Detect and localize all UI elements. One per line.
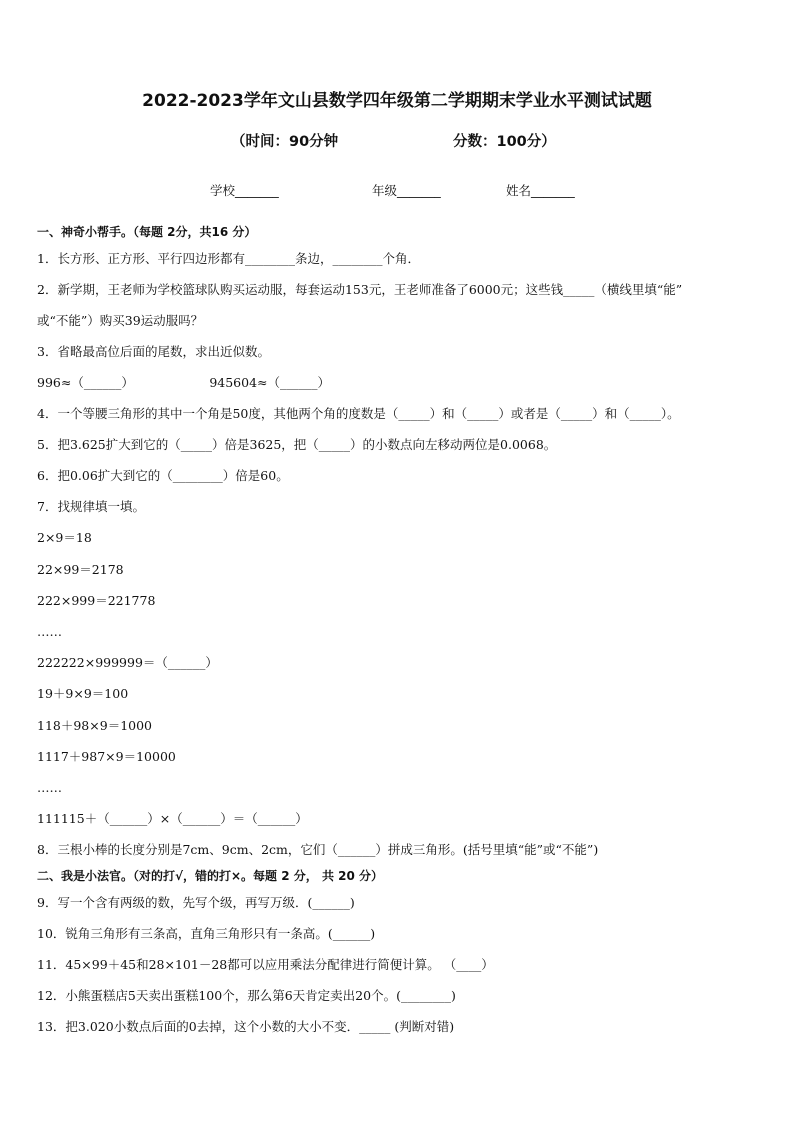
question-7-line: 118＋98×9＝1000 bbox=[37, 718, 153, 733]
question-7-line: 22×99＝2178 bbox=[37, 562, 124, 577]
question-7-line: 19＋9×9＝100 bbox=[37, 686, 129, 701]
school-field: 学校_______ bbox=[210, 183, 279, 198]
name-field: 姓名_______ bbox=[506, 183, 575, 198]
exam-time: （时间：90分钟 bbox=[231, 134, 339, 150]
section-2-heading: 二、我是小法官。（对的打√，错的打×。每题 2 分， 共 20 分） bbox=[37, 869, 383, 883]
exam-score: 分数：100分） bbox=[453, 134, 556, 150]
question-7-ellipsis: …… bbox=[37, 780, 62, 795]
question-12: 12．小熊蛋糕店5天卖出蛋糕100个，那么第6天肯定卖出20个。(________) bbox=[37, 988, 456, 1003]
question-10: 10．锐角三角形有三条高，直角三角形只有一条高。(______) bbox=[37, 926, 376, 941]
question-5: 5．把3.625扩大到它的（_____）倍是3625，把（_____）的小数点向左移动两位是0.0068。 bbox=[37, 437, 557, 452]
question-7-line: 1117＋987×9＝10000 bbox=[37, 749, 176, 764]
question-9: 9．写一个含有两级的数，先写个级，再写万级．(______) bbox=[37, 895, 355, 910]
question-2: 2．新学期，王老师为学校篮球队购买运动服，每套运动153元，王老师准备了6000元；这些钱_____（横线里填“能” bbox=[37, 282, 683, 297]
question-11: 11．45×99＋45和28×101－28都可以应用乘法分配律进行简便计算。 （____） bbox=[37, 957, 494, 972]
question-7-line: 222222×999999＝（______） bbox=[37, 655, 218, 670]
question-13: 13．把3.020小数点后面的0去掉，这个小数的大小不变．_____ (判断对错) bbox=[37, 1019, 455, 1034]
question-4: 4．一个等腰三角形的其中一个角是50度，其他两个角的度数是（_____）和（_____）或者是（_____）和（_____）。 bbox=[37, 406, 680, 421]
question-3: 3．省略最高位后面的尾数，求出近似数。 bbox=[37, 344, 270, 359]
question-7-line: 2×9＝18 bbox=[37, 530, 92, 545]
question-7: 7．找规律填一填。 bbox=[37, 499, 145, 514]
question-3-items: 996≈（______） 945604≈（______） bbox=[37, 375, 331, 390]
question-7-line: 111115＋（______）×（______）＝（______） bbox=[37, 811, 308, 826]
question-7-ellipsis: …… bbox=[37, 624, 62, 639]
exam-title: 2022-2023学年文山县数学四年级第二学期期末学业水平测试试题 bbox=[142, 91, 652, 111]
question-1: 1．长方形、正方形、平行四边形都有________条边，________个角． bbox=[37, 251, 420, 266]
section-1-heading: 一、神奇小帮手。（每题 2分，共16 分） bbox=[37, 225, 257, 239]
question-2-cont: 或“不能”）购买39运动服吗？ bbox=[37, 313, 204, 328]
question-7-line: 222×999＝221778 bbox=[37, 593, 156, 608]
question-6: 6．把0.06扩大到它的（________）倍是60。 bbox=[37, 468, 289, 483]
grade-field: 年级_______ bbox=[372, 183, 441, 198]
question-8: 8．三根小棒的长度分别是7cm、9cm、2cm，它们（______）拼成三角形。(括号里填“能”或“不能”) bbox=[37, 842, 599, 857]
